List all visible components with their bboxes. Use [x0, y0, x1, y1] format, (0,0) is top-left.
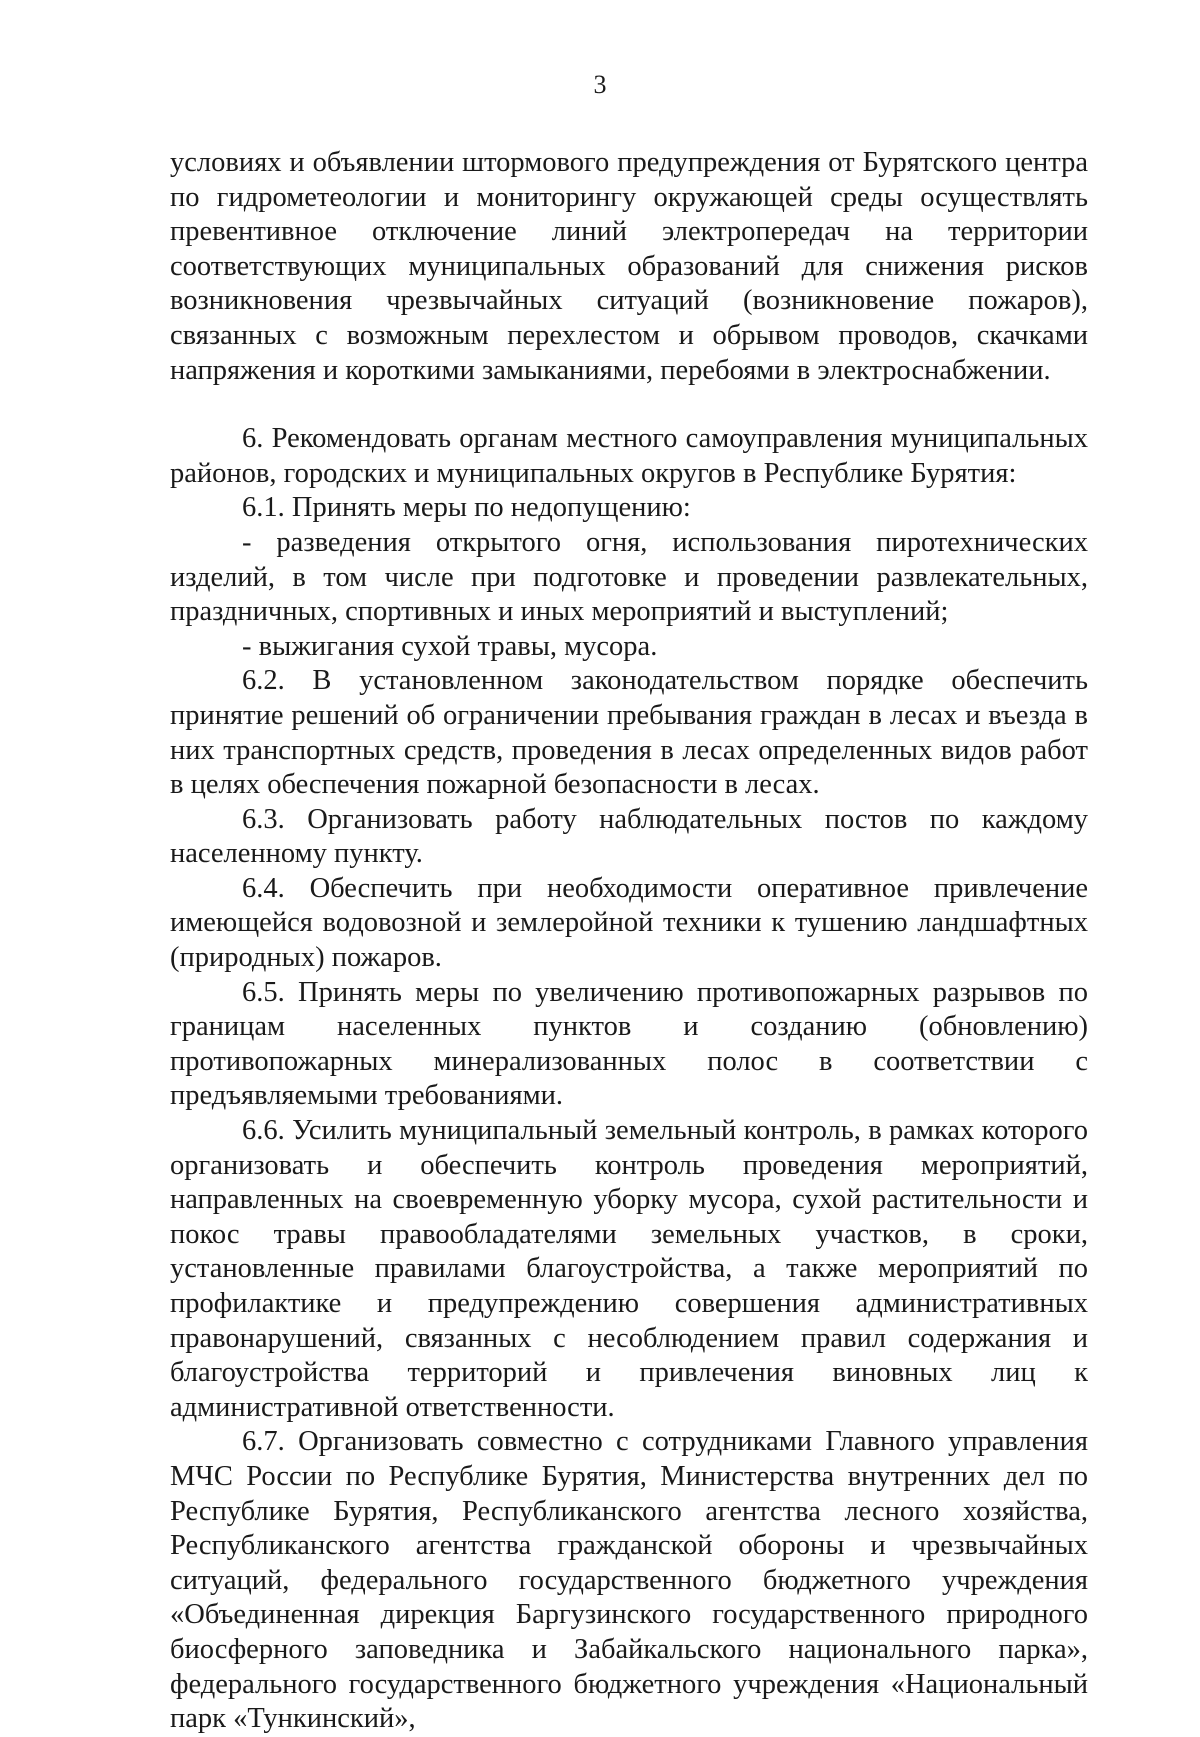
paragraph-item-6-1: 6.1. Принять меры по недопущению:: [242, 492, 691, 524]
paragraph-item-6: 6. Рекомендовать органам местного самоуправления муниципальных районов, городских и муниципальных округов в Республике Бурятия:: [170, 423, 1088, 489]
paragraph-item-6-3: 6.3. Организовать работу наблюдательных постов по каждому населенному пункту.: [170, 803, 1088, 870]
paragraph-item-6-2: 6.2. В установленном законодательством порядке обеспечить принятие решений об ограничении пребывания граждан в лесах и въезда в них транспортных средств, проведения в лесах определенных видов работ в целях обеспечения пожарной безопасности в лесах.: [170, 665, 1088, 801]
paragraph-item-6-5: 6.5. Принять меры по увеличению противопожарных разрывов по границам населенных пунктов и созданию (обновлению) противопожарных минерализованных полос в соответствии с предъявляемыми требованиями.: [170, 976, 1088, 1112]
paragraph-item-6-6: 6.6. Усилить муниципальный земельный контроль, в рамках которого организовать и обеспечить контроль проведения мероприятий, направленных на своевременную уборку мусора, сухой растительности и покос травы правообладателями земельных участков, в сроки, установленные правилами благоустройства, а также мероприятий по профилактике и предупреждению совершения административных правонарушений, связанных с несоблюдением правил содержания и благоустройства территорий и привлечения виновных лиц к административной ответственности.: [170, 1115, 1088, 1423]
paragraph-item-6-1-bullet-fire: - разведения открытого огня, использования пиротехнических изделий, в том числе при подготовке и проведении развлекательных, праздничных, спортивных и иных мероприятий и выступлений;: [170, 526, 1088, 628]
page-number: 3: [593, 70, 607, 99]
paragraph-continuation: условиях и объявлении штормового предупреждения от Бурятского центра по гидрометеологии и мониторингу окружающей среды осуществлять превентивное отключение линий электропередач на территории соответствующих муниципальных образований для снижения рисков возникновения чрезвычайных ситуаций (возникновение пожаров), связанных с возможным перехлестом и обрывом проводов, скачками напряжения и короткими замыканиями, перебоями в электроснабжении.: [170, 147, 1088, 386]
paragraph-item-6-1-bullet-grass: - выжигания сухой травы, мусора.: [242, 630, 658, 662]
paragraph-item-6-4: 6.4. Обеспечить при необходимости оперативное привлечение имеющейся водовозной и землеройной техники к тушению ландшафтных (природных) пожаров.: [170, 872, 1088, 974]
paragraph-item-6-7: 6.7. Организовать совместно с сотрудниками Главного управления МЧС России по Республике Бурятия, Министерства внутренних дел по Республике Бурятия, Республиканского агентства лесного хозяйства, Республиканского агентства гражданской обороны и чрезвычайных ситуаций, федерального государственного бюджетного учреждения «Объединенная дирекция Баргузинского государственного природного биосферного заповедника и Забайкальского национального парка», федерального государственного бюджетного учреждения «Национальный парк «Тункинский»,: [170, 1426, 1088, 1735]
document-body: [170, 146, 1088, 1737]
